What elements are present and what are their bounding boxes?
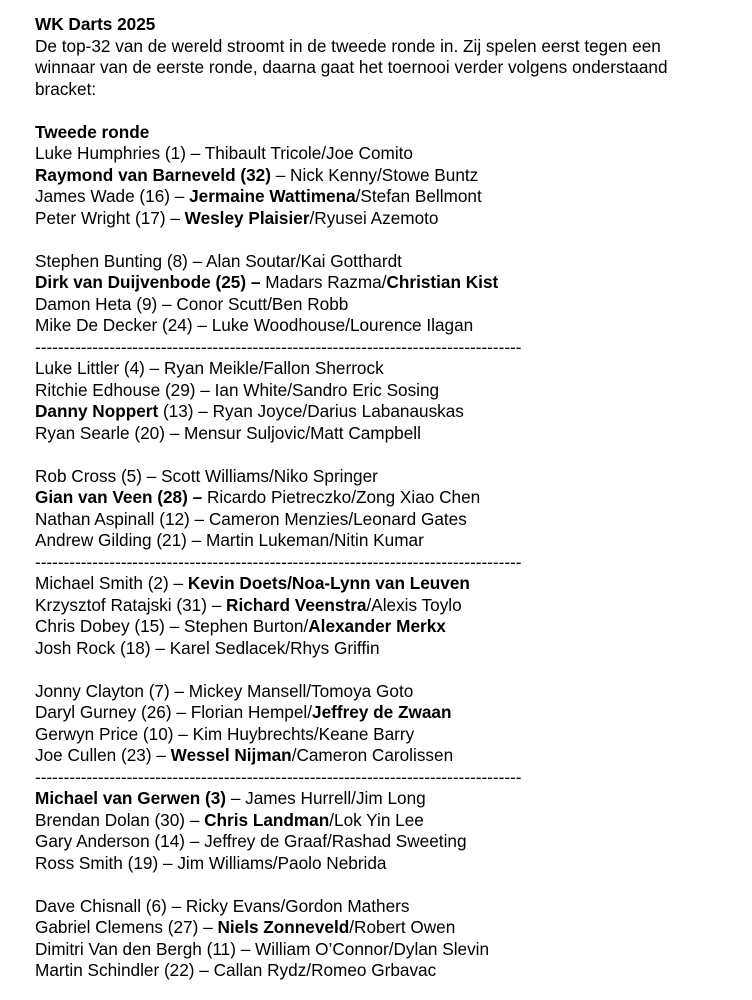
blank-line	[35, 100, 747, 122]
match-line	[35, 917, 747, 939]
match-line	[35, 702, 747, 724]
bold-segment: Raymond van Barneveld (32)	[35, 164, 271, 185]
text-segment: Dimitri Van den Bergh (11) – William O’Connor/Dylan Slevin	[35, 938, 490, 959]
text-segment: Daryl Gurney (26) – Florian Hempel/	[35, 702, 313, 722]
text-segment: Joe Cullen (23) –	[35, 745, 171, 765]
text-segment: Chris Dobey (15) – Stephen Burton/	[35, 616, 309, 636]
bold-segment: Alexander Merkx	[308, 616, 446, 636]
match-line	[35, 208, 747, 230]
text-segment: Damon Heta (9) – Conor Scutt/Ben Robb	[35, 293, 349, 314]
section-separator: -------------------------------------------------------------------------------------	[35, 766, 522, 787]
match-line	[35, 681, 747, 703]
match-line	[35, 165, 747, 187]
text-segment: Ryan Searle (20) – Mensur Suljovic/Matt Campbell	[35, 422, 421, 443]
bold-segment: Richard Veenstra	[226, 594, 367, 615]
intro-line: bracket:	[35, 78, 97, 99]
bold-segment: Danny Noppert	[35, 401, 159, 421]
match-line	[35, 530, 747, 552]
match-line	[35, 272, 747, 294]
match-line	[35, 896, 747, 918]
match-line	[35, 509, 747, 531]
text-segment: Krzysztof Ratajski (31) –	[35, 594, 227, 615]
text-segment: James Wade (16) –	[35, 186, 190, 206]
text-segment: Michael Smith (2) –	[35, 573, 188, 593]
round-heading: Tweede ronde	[35, 121, 150, 142]
text-segment: Dave Chisnall (6) – Ricky Evans/Gordon Mathers	[35, 895, 410, 916]
match-line	[35, 186, 747, 208]
match-line	[35, 315, 747, 337]
match-line	[35, 745, 747, 767]
match-line	[35, 853, 747, 875]
text-segment: (13) – Ryan Joyce/Darius Labanauskas	[158, 401, 464, 421]
match-line	[35, 810, 747, 832]
match-line	[35, 380, 747, 402]
text-segment: Stephen Bunting (8) – Alan Soutar/Kai Gotthardt	[35, 250, 402, 271]
blank-line	[35, 444, 747, 466]
blank-line	[35, 874, 747, 896]
text-segment: /Ryusei Azemoto	[309, 207, 439, 228]
text-segment: Martin Schindler (22) – Callan Rydz/Romeo Grbavac	[35, 960, 437, 980]
bold-segment: Chris Landman	[204, 809, 330, 830]
match-line	[35, 831, 747, 853]
bold-segment: Niels Zonneveld	[217, 917, 350, 937]
match-line	[35, 358, 747, 380]
bold-segment: Dirk van Duijvenbode (25) –	[35, 272, 261, 292]
match-line	[35, 423, 747, 445]
match-line	[35, 939, 747, 961]
bold-segment: Gian van Veen (28) –	[35, 487, 203, 507]
match-line	[35, 788, 747, 810]
text-segment: Gerwyn Price (10) – Kim Huybrechts/Keane Barry	[35, 723, 415, 744]
text-segment: Luke Humphries (1) – Thibault Tricole/Joe Comito	[35, 143, 413, 163]
text-segment: Rob Cross (5) – Scott Williams/Niko Springer	[35, 465, 378, 486]
text-segment: Jonny Clayton (7) – Mickey Mansell/Tomoya Goto	[35, 680, 414, 701]
text-segment: Josh Rock (18) – Karel Sedlacek/Rhys Griffin	[35, 637, 380, 658]
text-segment: Gary Anderson (14) – Jeffrey de Graaf/Rashad Sweeting	[35, 831, 467, 851]
bold-segment: Wessel Nijman	[170, 745, 292, 765]
match-line	[35, 960, 747, 982]
bold-segment: Jermaine Wattimena	[189, 186, 356, 206]
text-segment: Ritchie Edhouse (29) – Ian White/Sandro Eric Sosing	[35, 379, 440, 400]
text-segment: /Lok Yin Lee	[329, 809, 424, 830]
bold-segment: Wesley Plaisier	[184, 207, 310, 228]
match-line	[35, 487, 747, 509]
section-separator: -------------------------------------------------------------------------------------	[35, 336, 522, 357]
intro-line: De top-32 van de wereld stroomt in de tweede ronde in. Zij spelen eerst tegen een	[35, 35, 661, 56]
match-line	[35, 616, 747, 638]
match-line	[35, 294, 747, 316]
bold-segment: Kevin Doets/Noa-Lynn van Leuven	[187, 573, 470, 593]
text-segment: – James Hurrell/Jim Long	[226, 788, 426, 808]
text-segment: Ricardo Pietreczko/Zong Xiao Chen	[202, 487, 481, 507]
match-line	[35, 573, 747, 595]
bold-segment: Jeffrey de Zwaan	[312, 702, 452, 722]
match-line	[35, 401, 747, 423]
document-title: WK Darts 2025	[35, 14, 156, 34]
text-segment: Peter Wright (17) –	[35, 207, 185, 228]
text-segment: – Nick Kenny/Stowe Buntz	[270, 164, 479, 185]
match-line	[35, 466, 747, 488]
text-segment: /Robert Owen	[349, 917, 456, 937]
intro-line: winnaar van de eerste ronde, daarna gaat het toernooi verder volgens onderstaand	[35, 57, 668, 77]
bracket	[35, 143, 747, 982]
text-segment: /Cameron Carolissen	[291, 745, 454, 765]
match-line	[35, 251, 747, 273]
blank-line	[35, 229, 747, 251]
match-line	[35, 724, 747, 746]
text-segment: Andrew Gilding (21) – Martin Lukeman/Nitin Kumar	[35, 530, 424, 550]
text-segment: Ross Smith (19) – Jim Williams/Paolo Nebrida	[35, 852, 387, 873]
match-line	[35, 595, 747, 617]
document	[35, 14, 747, 982]
text-segment: Brendan Dolan (30) –	[35, 809, 205, 830]
bold-segment: Christian Kist	[386, 272, 499, 292]
blank-line	[35, 659, 747, 681]
text-segment: Mike De Decker (24) – Luke Woodhouse/Lourence Ilagan	[35, 315, 474, 335]
text-segment: /Alexis Toylo	[366, 594, 462, 615]
text-segment: Nathan Aspinall (12) – Cameron Menzies/Leonard Gates	[35, 508, 467, 529]
text-segment: Madars Razma/	[260, 272, 387, 292]
text-segment: Gabriel Clemens (27) –	[35, 917, 218, 937]
match-line	[35, 143, 747, 165]
section-separator: -------------------------------------------------------------------------------------	[35, 551, 522, 572]
text-segment: Luke Littler (4) – Ryan Meikle/Fallon Sherrock	[35, 358, 384, 378]
bold-segment: Michael van Gerwen (3)	[35, 788, 227, 808]
match-line	[35, 638, 747, 660]
text-segment: /Stefan Bellmont	[355, 186, 482, 206]
